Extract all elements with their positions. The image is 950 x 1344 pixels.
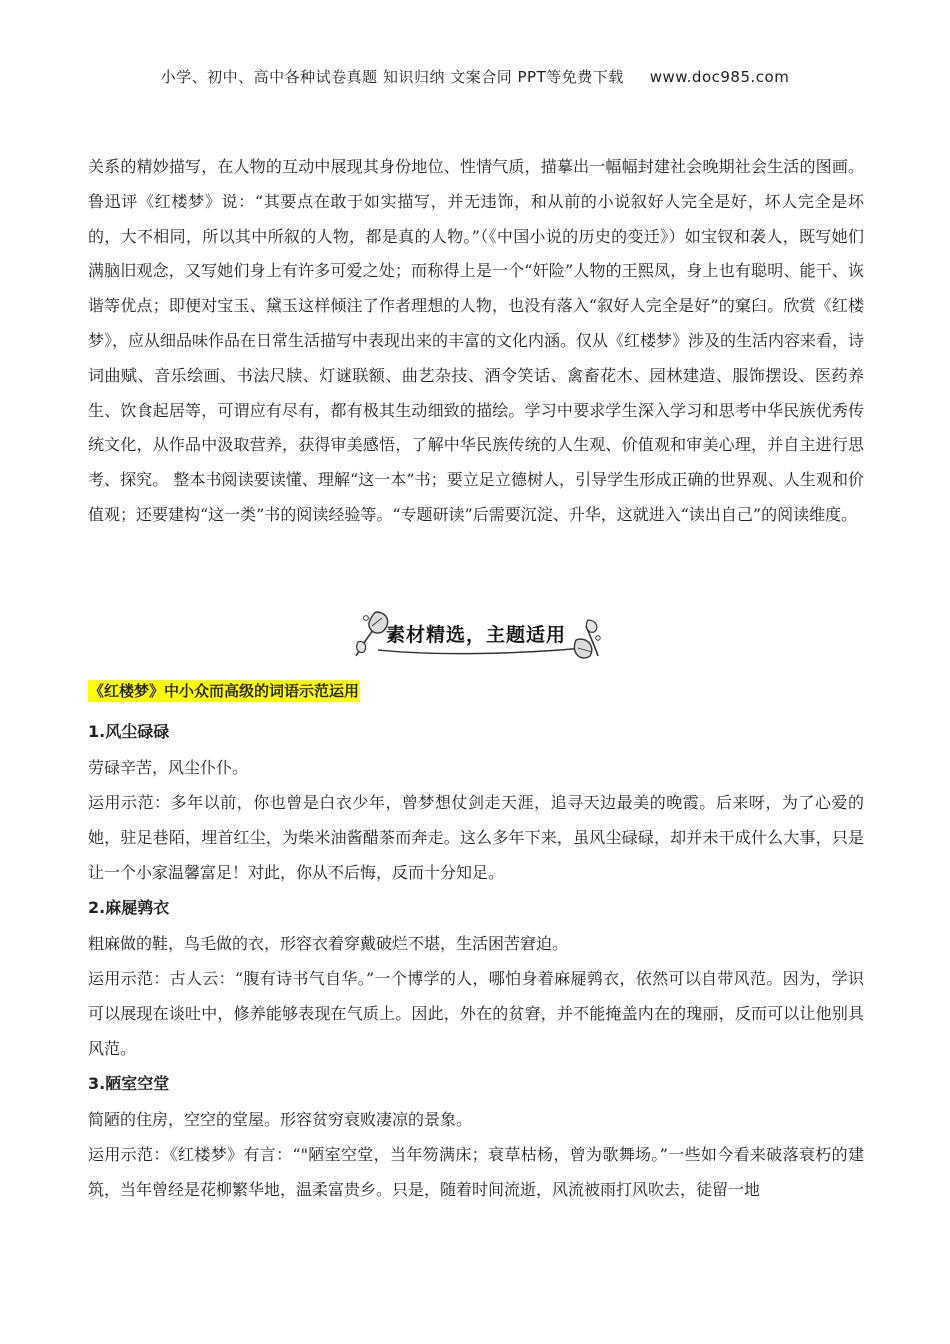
term-item	[88, 714, 864, 890]
term-example: 运用示范：多年以前，你也曾是白衣少年，曾梦想仗剑走天涯，追寻天边最美的晚霞。后来呀，为了心爱的她，驻足巷陌，埋首红尘，为柴米油酱醋茶而奔走。这么多年下来，虽风尘碌碌，却并未干成什么大事，只是让一个小家温馨富足！对此，你从不后悔，反而十分知足。	[88, 793, 864, 882]
section-banner	[348, 606, 604, 664]
term-title: 2.麻屣鹑衣	[88, 898, 170, 917]
term-item	[88, 1066, 864, 1207]
intro-paragraph: 关系的精妙描写，在人物的互动中展现其身份地位、性情气质，描摹出一幅幅封建社会晚期社会生活的图画。鲁迅评《红楼梦》说：“其要点在敢于如实描写，并无违饰，和从前的小说叙好人完全是好，坏人完全是坏的，大不相同，所以其中所叙的人物，都是真的人物。”（《中国小说的历史的变迁》）如宝钗和袭人，既写她们满脑旧观念，又写她们身上有许多可爱之处；而称得上是一个“奸险”人物的王熙凤，身上也有聪明、能干、诙谐等优点；即便对宝玉、黛玉这样倾注了作者理想的人物，也没有落入“叙好人完全是好”的窠臼。欣赏《红楼梦》，应从细品味作品在日常生活描写中表现出来的丰富的文化内涵。仅从《红楼梦》涉及的生活内容来看，诗词曲赋、音乐绘画、书法尺牍、灯谜联额、曲艺杂技、酒令笑话、禽畜花木、园林建造、服饰摆设、医药养生、饮食起居等，可谓应有尽有，都有极其生动细致的描绘。学习中要求学生深入学习和思考中华民族优秀传统文化，从作品中汲取营养，获得审美感悟，了解中华民族传统的人生观、价值观和审美心理，并自主进行思考、探究。 整本书阅读要读懂、理解“这一本”书；要立足立德树人，引导学生形成正确的世界观、人生观和价值观；还要建构“这一类”书的阅读经验等。“专题研读”后需要沉淀、升华，这就进入“读出自己”的阅读维度。	[88, 157, 865, 524]
header-url[interactable]: www.doc985.com	[649, 68, 790, 86]
term-example: 运用示范：古人云：“腹有诗书气自华。”一个博学的人，哪怕身着麻屣鹑衣，依然可以自带风范。因为，学识可以展现在谈吐中，修养能够表现在气质上。因此，外在的贫窘，并不能掩盖内在的瑰丽，反而可以让他别具风范。	[88, 969, 864, 1058]
section-title: 《红楼梦》中小众而高级的词语示范运用	[89, 682, 360, 700]
term-definition: 简陋的住房，空空的堂屋。形容贫穷衰败凄凉的景象。	[88, 1110, 473, 1129]
vocab-section	[88, 680, 864, 1207]
header-text: 小学、初中、高中各种试卷真题 知识归纳 文案合同 PPT等免费下载	[160, 68, 624, 86]
banner-title: 素材精选，主题适用	[386, 624, 567, 646]
term-definition: 粗麻做的鞋，鸟毛做的衣，形容衣着穿戴破烂不堪，生活困苦窘迫。	[88, 934, 569, 953]
term-definition: 劳碌辛苦，风尘仆仆。	[88, 758, 249, 777]
intro-block	[88, 150, 864, 533]
term-title: 3.陋室空堂	[88, 1074, 170, 1093]
page-header	[0, 66, 950, 87]
term-item	[88, 890, 864, 1066]
term-title: 1.风尘碌碌	[88, 722, 170, 741]
term-example: 运用示范：《红楼梦》有言：“"陋室空堂，当年笏满床；衰草枯杨，曾为歌舞场。”一些如今看来破落衰朽的建筑，当年曾经是花柳繁华地，温柔富贵乡。只是，随着时间流逝，风流被雨打风吹去，徒留一地	[88, 1145, 864, 1199]
